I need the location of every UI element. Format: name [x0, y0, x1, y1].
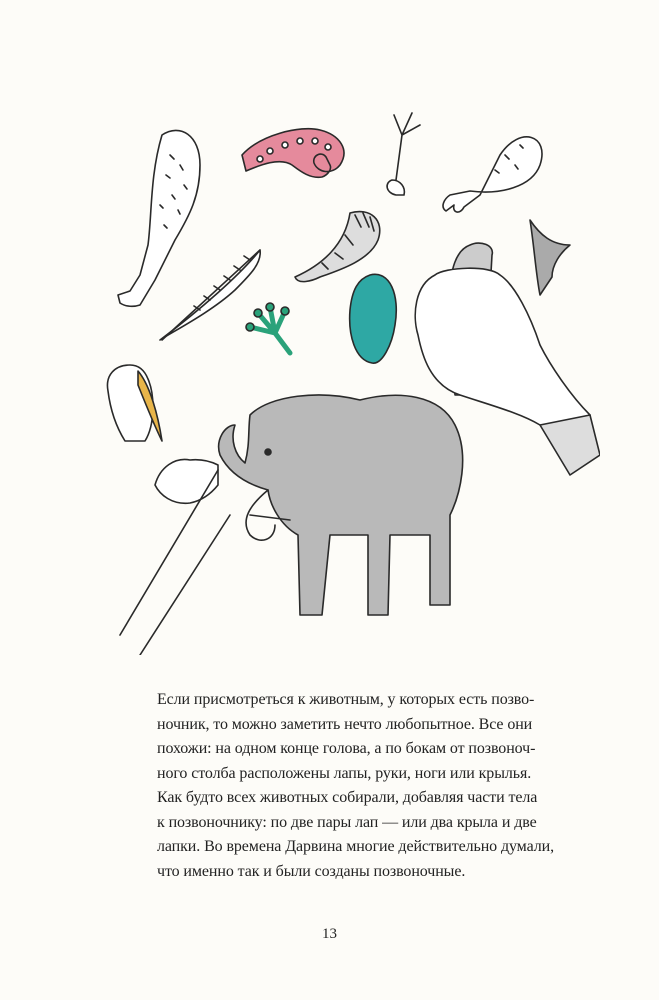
stork-head-icon: [107, 365, 162, 441]
striped-tail-icon: [295, 212, 380, 282]
paragraph-line: к позвоночнику: по две пары лап — или два крыла и две: [157, 813, 537, 831]
paragraph-line: лапки. Во времена Дарвина многие действительно думали,: [157, 838, 554, 855]
paragraph-line: Если присмотреться к животным, у которых есть позво-: [157, 691, 535, 708]
paragraph-line: Как будто всех животных собирали, добавляя части тела: [157, 789, 538, 806]
vertebrate-limbs-illustration: [100, 95, 600, 655]
furry-paw-icon: [443, 137, 542, 212]
feather-icon: [160, 250, 260, 340]
paragraph-line: ночник, то можно заметить нечто любопытное. Все они: [157, 715, 533, 733]
tentacle-icon: [242, 129, 344, 178]
paragraph-line: похожи: на одном конце голова, а по бокам от позвоноч-: [157, 740, 536, 757]
bird-foot-icon: [387, 113, 420, 195]
paragraph-line: что именно так и были созданы позвоночные.: [157, 862, 466, 880]
whale-tail-icon: [530, 220, 570, 295]
drumstick-icon: [118, 130, 200, 306]
elephant-icon: [219, 395, 463, 615]
body-paragraph: [157, 688, 557, 884]
camel-head-icon: [120, 459, 230, 655]
fish-fin-icon: [350, 274, 397, 363]
page-number: 13: [322, 926, 337, 942]
frog-foot-icon: [246, 303, 290, 353]
paragraph-line: ного столба расположены лапы, руки, ноги или крылья.: [157, 764, 532, 782]
